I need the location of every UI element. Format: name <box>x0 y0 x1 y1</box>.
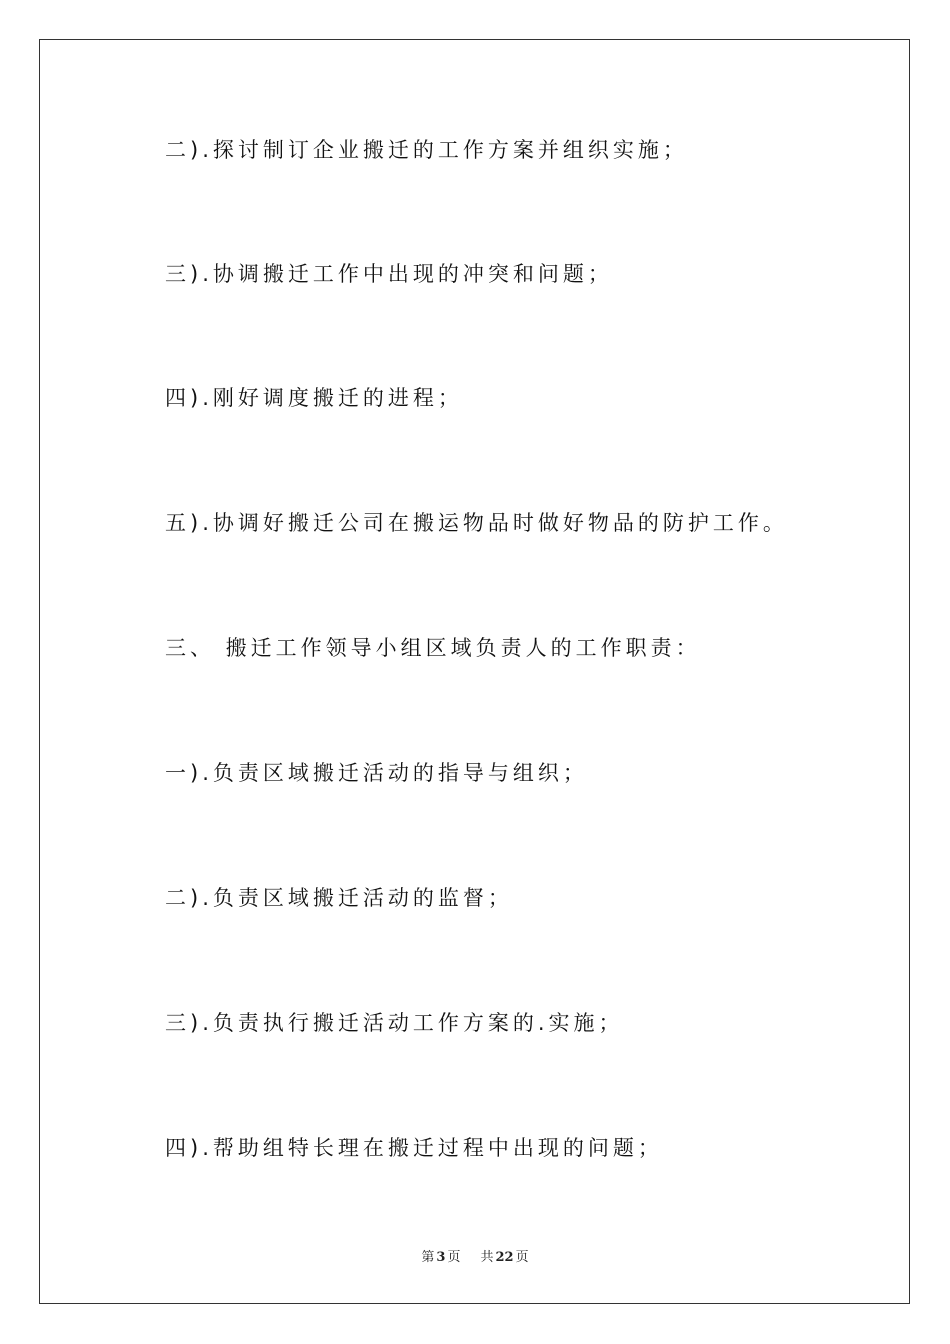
total-suffix: 页 <box>515 1250 529 1265</box>
page-prefix: 第 <box>421 1250 435 1265</box>
text-line: 五).协调好搬迁公司在搬运物品时做好物品的防护工作。 <box>165 511 788 535</box>
page-border <box>39 39 910 1304</box>
section-heading: 三、 搬迁工作领导小组区域负责人的工作职责： <box>165 636 701 660</box>
text-line: 三).协调搬迁工作中出现的冲突和问题； <box>165 262 613 286</box>
text-line: 二).探讨制订企业搬迁的工作方案并组织实施； <box>165 138 688 162</box>
text-line: 三).负责执行搬迁活动工作方案的.实施； <box>165 1011 624 1035</box>
text-line: 二).负责区域搬迁活动的监督； <box>165 886 513 910</box>
page-footer <box>0 1246 950 1265</box>
total-prefix: 共 <box>480 1250 494 1265</box>
text-line: 四).刚好调度搬迁的进程； <box>165 386 463 410</box>
page-suffix: 页 <box>447 1250 461 1265</box>
text-line: 一).负责区域搬迁活动的指导与组织； <box>165 761 588 785</box>
page-current: 3 <box>436 1250 446 1265</box>
page-total: 22 <box>495 1250 514 1265</box>
text-line: 四).帮助组特长理在搬迁过程中出现的问题； <box>165 1136 663 1160</box>
